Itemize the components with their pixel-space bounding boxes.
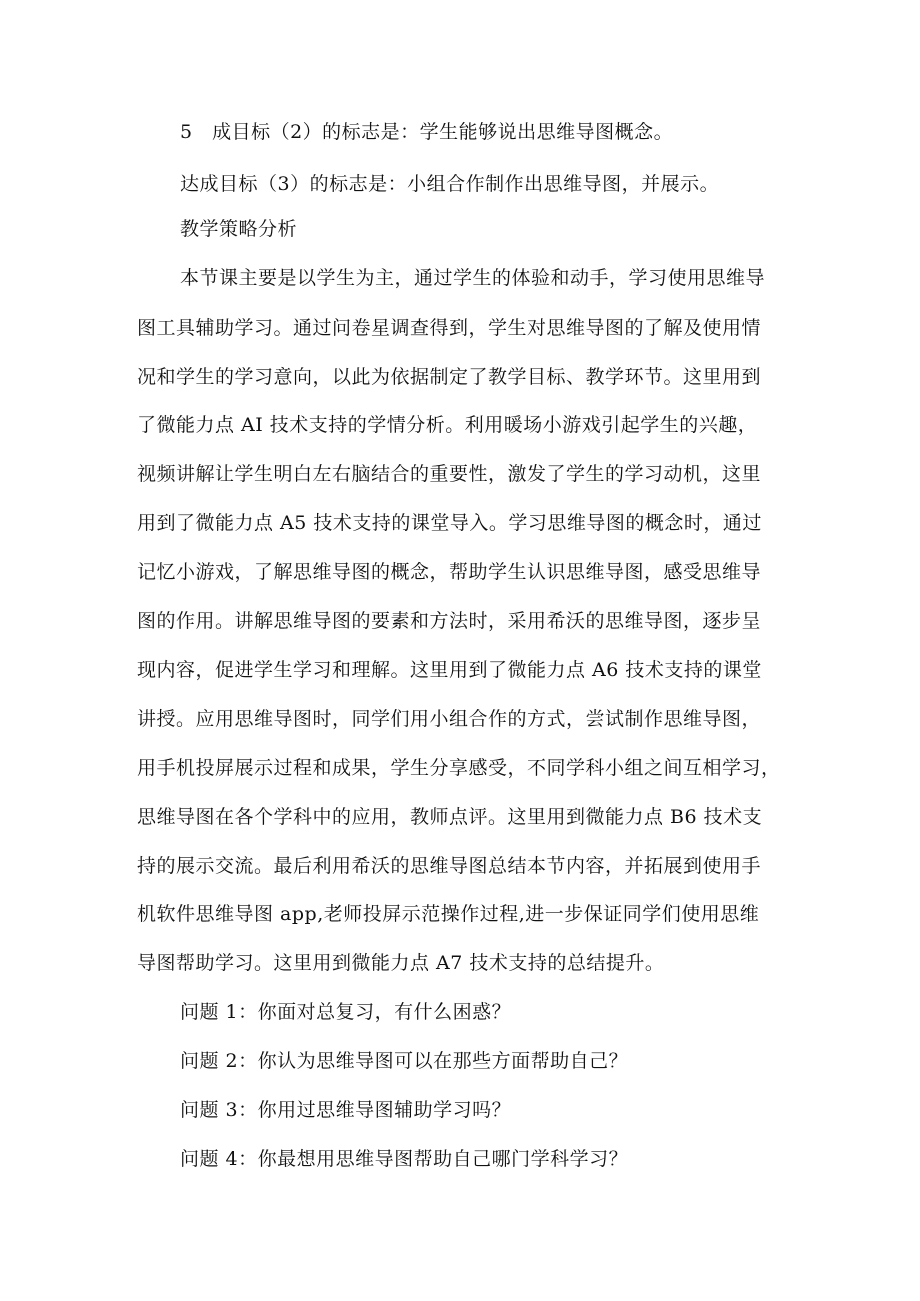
strategy-line: 图的作用。讲解思维导图的要素和方法时，采用希沃的思维导图，逐步呈 bbox=[137, 610, 762, 632]
strategy-line: 了微能力点 AI 技术支持的学情分析。利用暖场小游戏引起学生的兴趣， bbox=[137, 414, 758, 436]
goal-3-line: 达成目标（3）的标志是：小组合作制作出思维导图，并展示。 bbox=[180, 173, 720, 195]
strategy-line: 讲授。应用思维导图时，同学们用小组合作的方式，尝试制作思维导图， bbox=[137, 708, 762, 730]
question-1: 问题 1：你面对总复习，有什么困惑？ bbox=[180, 1001, 512, 1023]
question-2: 问题 2：你认为思维导图可以在那些方面帮助自己？ bbox=[180, 1050, 629, 1072]
strategy-line: 用到了微能力点 A5 技术支持的课堂导入。学习思维导图的概念时，通过 bbox=[137, 512, 762, 534]
strategy-line: 现内容，促进学生学习和理解。这里用到了微能力点 A6 技术支持的课堂 bbox=[137, 659, 762, 681]
strategy-line: 况和学生的学习意向，以此为依据制定了教学目标、教学环节。这里用到 bbox=[137, 366, 762, 388]
question-4: 问题 4：你最想用思维导图帮助自己哪门学科学习？ bbox=[180, 1148, 629, 1170]
strategy-line: 持的展示交流。最后利用希沃的思维导图总结本节内容，并拓展到使用手 bbox=[137, 855, 762, 877]
strategy-line: 本节课主要是以学生为主，通过学生的体验和动手，学习使用思维导 bbox=[180, 267, 766, 289]
goal-2-line: 5 成目标（2）的标志是：学生能够说出思维导图概念。 bbox=[180, 121, 674, 143]
strategy-line: 机软件思维导图 app,老师投屏示范操作过程,进一步保证同学们使用思维 bbox=[137, 903, 760, 925]
strategy-line: 思维导图在各个学科中的应用，教师点评。这里用到微能力点 B6 技术支 bbox=[137, 806, 763, 828]
strategy-line: 记忆小游戏，了解思维导图的概念，帮助学生认识思维导图，感受思维导 bbox=[137, 561, 762, 583]
strategy-line: 视频讲解让学生明白左右脑结合的重要性，激发了学生的学习动机，这里 bbox=[137, 463, 762, 485]
strategy-heading: 教学策略分析 bbox=[180, 218, 298, 240]
question-3: 问题 3：你用过思维导图辅助学习吗？ bbox=[180, 1099, 512, 1121]
strategy-line: 用手机投屏展示过程和成果，学生分享感受，不同学科小组之间互相学习， bbox=[137, 757, 781, 779]
strategy-line: 图工具辅助学习。通过问卷星调查得到，学生对思维导图的了解及使用情 bbox=[137, 317, 762, 339]
strategy-line: 导图帮助学习。这里用到微能力点 A7 技术支持的总结提升。 bbox=[137, 952, 665, 974]
